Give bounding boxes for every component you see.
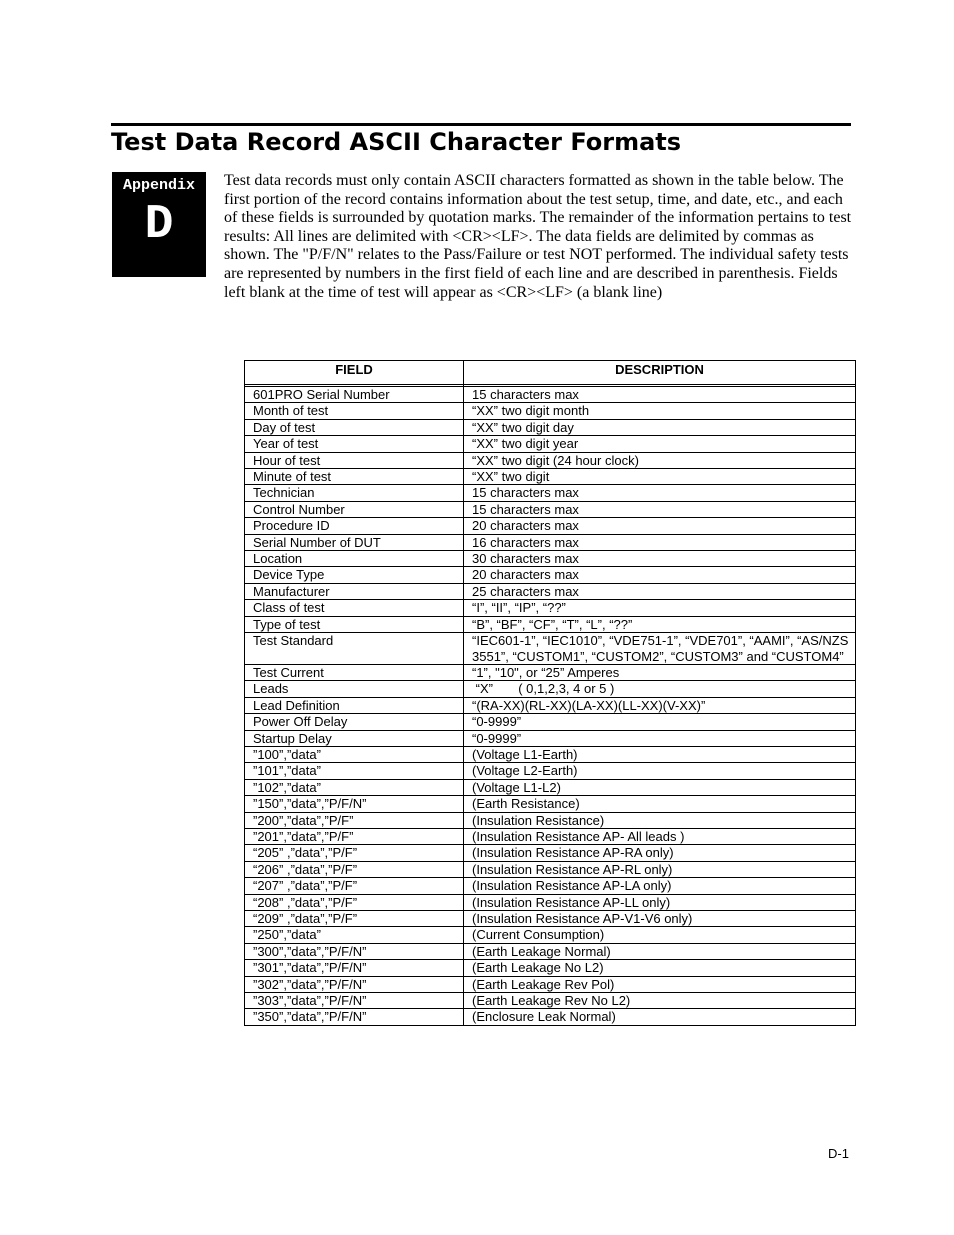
table-body bbox=[245, 385, 856, 1026]
description-cell: “I”, “II”, “IP”, “??” bbox=[464, 600, 856, 616]
table-row bbox=[245, 697, 856, 713]
field-cell: Test Standard bbox=[245, 633, 464, 665]
description-cell: 25 characters max bbox=[464, 583, 856, 599]
field-cell: ”250”,”data” bbox=[245, 927, 464, 943]
intro-paragraph: Test data records must only contain ASCII characters formatted as shown in the table below. The first portion of the record contains information about the test setup, time, and date, etc., and each of these fields is surrounded by quotation marks. The remainder of the information pertains to test results: All lines are delimited with <CR><LF>. The data fields are delimited by commas as shown. The "P/F/N" relates to the Pass/Failure or test NOT performed. The individual safety tests are represented by numbers in the first field of each line and are described in parenthesis. Fields left blank at the time of test will appear as <CR><LF> (a blank line) bbox=[224, 172, 852, 301]
table-row bbox=[245, 960, 856, 976]
field-cell: Control Number bbox=[245, 501, 464, 517]
table-header-row bbox=[245, 361, 856, 385]
table-row bbox=[245, 1009, 856, 1025]
field-cell: Manufacturer bbox=[245, 583, 464, 599]
field-cell: Location bbox=[245, 551, 464, 567]
description-cell: (Insulation Resistance AP-RA only) bbox=[464, 845, 856, 861]
field-cell: ”101”,”data” bbox=[245, 763, 464, 779]
table-row bbox=[245, 730, 856, 746]
field-cell: ”201”,”data”,”P/F” bbox=[245, 828, 464, 844]
description-cell: “0-9999” bbox=[464, 714, 856, 730]
description-cell: (Voltage L1-Earth) bbox=[464, 746, 856, 762]
table-row bbox=[245, 993, 856, 1009]
table-row bbox=[245, 763, 856, 779]
description-cell: “XX” two digit year bbox=[464, 436, 856, 452]
table-row bbox=[245, 878, 856, 894]
description-cell: “X” ( 0,1,2,3, 4 or 5 ) bbox=[464, 681, 856, 697]
description-cell: 15 characters max bbox=[464, 387, 856, 403]
table-row bbox=[245, 518, 856, 534]
field-cell: Power Off Delay bbox=[245, 714, 464, 730]
description-cell: (Earth Leakage Rev No L2) bbox=[464, 993, 856, 1009]
description-cell: (Earth Leakage Rev Pol) bbox=[464, 976, 856, 992]
description-cell: “B”, “BF”, “CF”, “T”, “L”, “??” bbox=[464, 616, 856, 632]
description-cell: 20 characters max bbox=[464, 567, 856, 583]
field-cell: “207” ,”data”,”P/F” bbox=[245, 878, 464, 894]
table-row bbox=[245, 894, 856, 910]
field-cell: Leads bbox=[245, 681, 464, 697]
description-cell: (Insulation Resistance AP-LL only) bbox=[464, 894, 856, 910]
description-cell: “XX” two digit day bbox=[464, 419, 856, 435]
field-cell: Day of test bbox=[245, 419, 464, 435]
field-cell: Startup Delay bbox=[245, 730, 464, 746]
description-cell: 20 characters max bbox=[464, 518, 856, 534]
table-row bbox=[245, 664, 856, 680]
page-number: D-1 bbox=[828, 1146, 849, 1161]
table-row bbox=[245, 861, 856, 877]
field-cell: “209” ,”data”,”P/F” bbox=[245, 911, 464, 927]
table-row bbox=[245, 485, 856, 501]
description-cell: 15 characters max bbox=[464, 485, 856, 501]
description-cell: (Insulation Resistance AP-LA only) bbox=[464, 878, 856, 894]
field-cell: Hour of test bbox=[245, 452, 464, 468]
description-cell: “IEC601-1”, “IEC1010”, “VDE751-1”, “VDE701”, “AAMI”, “AS/NZS 3551”, “CUSTOM1”, “CUSTOM2”, “CUSTOM3” and “CUSTOM4” bbox=[464, 633, 856, 665]
field-cell: Minute of test bbox=[245, 469, 464, 485]
description-cell: (Voltage L1-L2) bbox=[464, 779, 856, 795]
table-row bbox=[245, 469, 856, 485]
field-cell: Year of test bbox=[245, 436, 464, 452]
appendix-letter: D bbox=[144, 198, 174, 252]
field-cell: ”100”,”data” bbox=[245, 746, 464, 762]
table-row bbox=[245, 567, 856, 583]
description-cell: (Insulation Resistance AP-RL only) bbox=[464, 861, 856, 877]
description-cell: (Earth Leakage Normal) bbox=[464, 943, 856, 959]
header-field: FIELD bbox=[245, 361, 464, 385]
field-cell: ”150”,”data”,”P/F/N” bbox=[245, 796, 464, 812]
table-row bbox=[245, 779, 856, 795]
description-cell: (Earth Leakage No L2) bbox=[464, 960, 856, 976]
field-cell: Month of test bbox=[245, 403, 464, 419]
table-row bbox=[245, 403, 856, 419]
description-cell: (Earth Resistance) bbox=[464, 796, 856, 812]
header-description: DESCRIPTION bbox=[464, 361, 856, 385]
description-cell: “0-9999” bbox=[464, 730, 856, 746]
table-row bbox=[245, 746, 856, 762]
table-row bbox=[245, 616, 856, 632]
description-cell: (Voltage L2-Earth) bbox=[464, 763, 856, 779]
table-row bbox=[245, 927, 856, 943]
field-cell: ”303”,”data”,”P/F/N” bbox=[245, 993, 464, 1009]
description-cell: (Insulation Resistance AP- All leads ) bbox=[464, 828, 856, 844]
field-cell: Technician bbox=[245, 485, 464, 501]
field-cell: 601PRO Serial Number bbox=[245, 387, 464, 403]
description-cell: “1”, "10", or “25” Amperes bbox=[464, 664, 856, 680]
field-cell: “205” ,”data”,”P/F” bbox=[245, 845, 464, 861]
description-cell: “XX” two digit (24 hour clock) bbox=[464, 452, 856, 468]
record-format-table bbox=[244, 360, 856, 1026]
table-row bbox=[245, 911, 856, 927]
field-cell: ”350”,”data”,”P/F/N” bbox=[245, 1009, 464, 1025]
appendix-word: Appendix bbox=[122, 177, 195, 194]
page-title: Test Data Record ASCII Character Formats bbox=[111, 128, 682, 156]
field-cell: “206” ,”data”,”P/F” bbox=[245, 861, 464, 877]
field-cell: Test Current bbox=[245, 664, 464, 680]
table-row bbox=[245, 501, 856, 517]
table-row bbox=[245, 583, 856, 599]
table-row bbox=[245, 419, 856, 435]
table-row bbox=[245, 387, 856, 403]
field-cell: ”301”,”data”,”P/F/N” bbox=[245, 960, 464, 976]
description-cell: (Insulation Resistance) bbox=[464, 812, 856, 828]
description-cell: “(RA-XX)(RL-XX)(LA-XX)(LL-XX)(V-XX)” bbox=[464, 697, 856, 713]
table-row bbox=[245, 796, 856, 812]
table-row bbox=[245, 452, 856, 468]
description-cell: “XX” two digit month bbox=[464, 403, 856, 419]
field-cell: ”300”,”data”,”P/F/N” bbox=[245, 943, 464, 959]
table-row bbox=[245, 812, 856, 828]
description-cell: (Insulation Resistance AP-V1-V6 only) bbox=[464, 911, 856, 927]
description-cell: (Enclosure Leak Normal) bbox=[464, 1009, 856, 1025]
table-row bbox=[245, 828, 856, 844]
table-row bbox=[245, 600, 856, 616]
description-cell: “XX” two digit bbox=[464, 469, 856, 485]
field-cell: Device Type bbox=[245, 567, 464, 583]
table-row bbox=[245, 534, 856, 550]
field-cell: Lead Definition bbox=[245, 697, 464, 713]
field-cell: Serial Number of DUT bbox=[245, 534, 464, 550]
field-cell: ”302”,”data”,”P/F/N” bbox=[245, 976, 464, 992]
description-cell: (Current Consumption) bbox=[464, 927, 856, 943]
description-cell: 30 characters max bbox=[464, 551, 856, 567]
field-cell: Procedure ID bbox=[245, 518, 464, 534]
table-row bbox=[245, 551, 856, 567]
table-row bbox=[245, 976, 856, 992]
field-cell: “208” ,”data”,”P/F” bbox=[245, 894, 464, 910]
table-row bbox=[245, 436, 856, 452]
field-cell: Type of test bbox=[245, 616, 464, 632]
field-cell: ”200”,”data”,”P/F” bbox=[245, 812, 464, 828]
table-row bbox=[245, 714, 856, 730]
table-row bbox=[245, 845, 856, 861]
table-row bbox=[245, 633, 856, 665]
field-cell: Class of test bbox=[245, 600, 464, 616]
description-cell: 16 characters max bbox=[464, 534, 856, 550]
description-cell: 15 characters max bbox=[464, 501, 856, 517]
field-cell: ”102”,”data” bbox=[245, 779, 464, 795]
table-row bbox=[245, 681, 856, 697]
appendix-badge bbox=[112, 172, 206, 277]
table-row bbox=[245, 943, 856, 959]
